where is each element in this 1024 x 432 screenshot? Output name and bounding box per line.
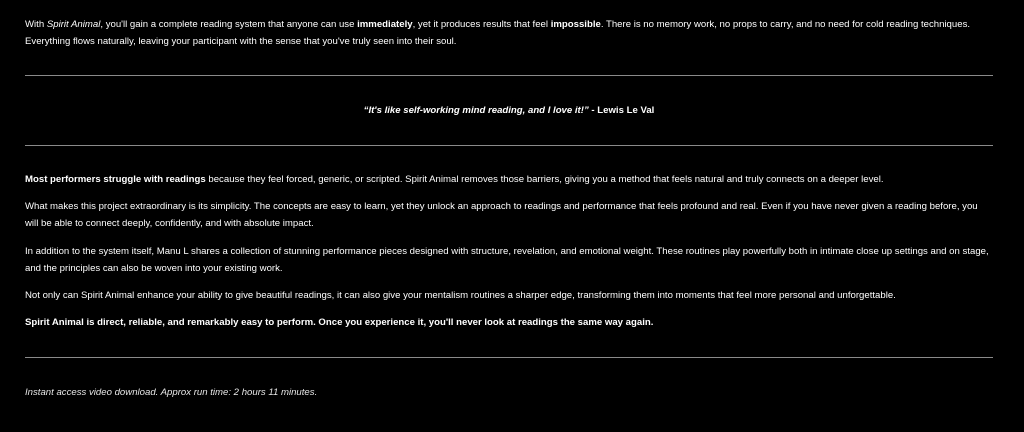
intro-paragraph: [25, 16, 993, 50]
paragraph-struggle: [25, 171, 993, 188]
paragraph-text: because they feel forced, generic, or scripted. Spirit Animal removes those barriers, giving you a method that feels natural and truly connects on a deeper level.: [205, 174, 884, 185]
quote-text: “It's like self-working mind reading, and I love it!”: [363, 105, 589, 116]
emphasis-immediately: immediately: [357, 19, 413, 30]
divider: [25, 145, 993, 146]
run-time-note: Instant access video download. Approx run time: 2 hours 11 minutes.: [25, 387, 318, 398]
emphasis-impossible: impossible: [550, 19, 601, 30]
paragraph-lead: Most performers struggle with readings: [25, 174, 206, 185]
divider: [25, 75, 993, 76]
divider: [25, 357, 993, 358]
paragraph-mentalism: Not only can Spirit Animal enhance your ability to give beautiful readings, it can also give your mentalism routines a sharper edge, transforming them into moments that feel more personal and unforgettable.: [25, 290, 896, 301]
intro-text: , you'll gain a complete reading system that anyone can use: [100, 19, 358, 30]
paragraph-performance-pieces: In addition to the system itself, Manu L shares a collection of stunning performance pieces designed with structure, revelation, and emotional weight. These routines play powerfully both in intimate close up settings and on stage, and the principles can also be woven into your existing work.: [25, 246, 989, 274]
paragraph-simplicity: What makes this project extraordinary is its simplicity. The concepts are easy to learn, yet they unlock an approach to readings and performance that feels profound and real. Even if you have never given a reading before, you will be able to connect deeply, confidently, and with absolute impact.: [25, 201, 978, 229]
paragraph-summary: Spirit Animal is direct, reliable, and remarkably easy to perform. Once you experience it, you'll never look at readings the same way again.: [25, 317, 654, 328]
quote-attribution: - Lewis Le Val: [588, 105, 655, 116]
testimonial-quote: [25, 102, 993, 119]
product-name: Spirit Animal: [46, 19, 101, 30]
intro-text: . There is no memory work, no props to carry, and no need for cold reading techniques. Everything flows naturally, leaving your participant with the sense that you've truly seen into their soul.: [25, 19, 971, 47]
intro-text: With: [25, 19, 47, 30]
intro-text: , yet it produces results that feel: [412, 19, 551, 30]
